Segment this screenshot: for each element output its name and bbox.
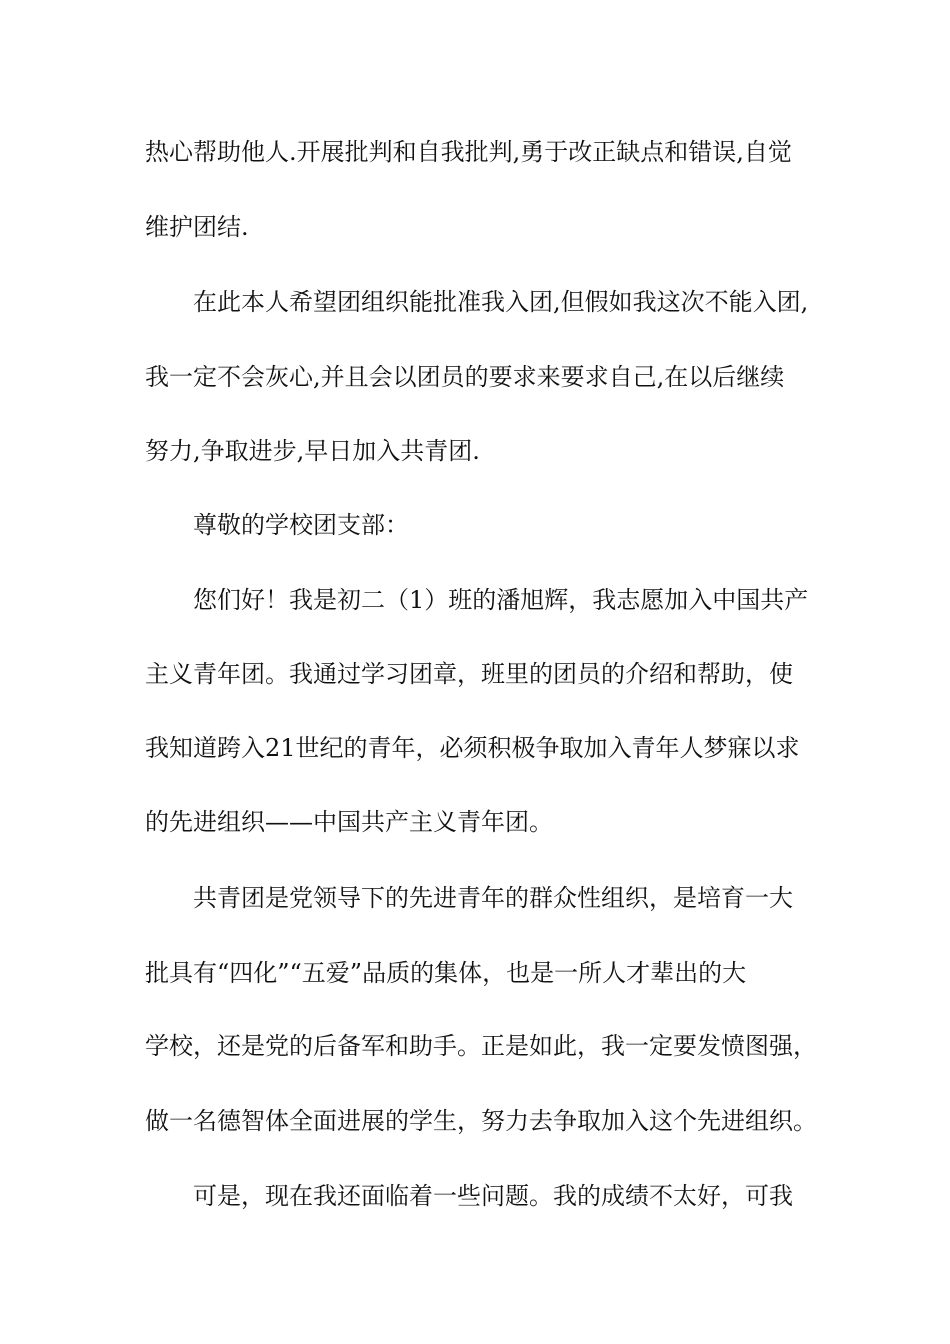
paragraph-line: 我一定不会灰心,并且会以团员的要求来要求自己,在以后继续 [145, 363, 785, 391]
paragraph-line: 热心帮助他人.开展批判和自我批判,勇于改正缺点和错误,自觉 [145, 138, 792, 166]
paragraph-line: 努力,争取进步,早日加入共青团. [145, 437, 480, 465]
paragraph-line: 做一名德智体全面进展的学生，努力去争取加入这个先进组织。 [145, 1107, 817, 1135]
paragraph-line: 主义青年团。我通过学习团章，班里的团员的介绍和帮助，使 [145, 660, 793, 688]
paragraph-line: 学校，还是党的后备军和助手。正是如此，我一定要发愤图强， [145, 1032, 817, 1060]
paragraph-line: 我知道跨入21世纪的青年，必须积极争取加入青年人梦寐以求 [145, 734, 800, 762]
paragraph-line: 共青团是党领导下的先进青年的群众性组织，是培育一大 [193, 884, 793, 912]
paragraph-line: 批具有“四化”“五爱”品质的集体，也是一所人才辈出的大 [145, 959, 747, 987]
paragraph-line: 可是，现在我还面临着一些问题。我的成绩不太好，可我 [193, 1182, 793, 1210]
salutation-line: 尊敬的学校团支部： [193, 511, 409, 539]
paragraph-line: 维护团结. [145, 213, 249, 241]
paragraph-line: 您们好！我是初二（1）班的潘旭辉，我志愿加入中国共产 [193, 586, 809, 614]
paragraph-line: 的先进组织——中国共产主义青年团。 [145, 808, 553, 836]
paragraph-line: 在此本人希望团组织能批准我入团,但假如我这次不能入团, [193, 288, 809, 316]
